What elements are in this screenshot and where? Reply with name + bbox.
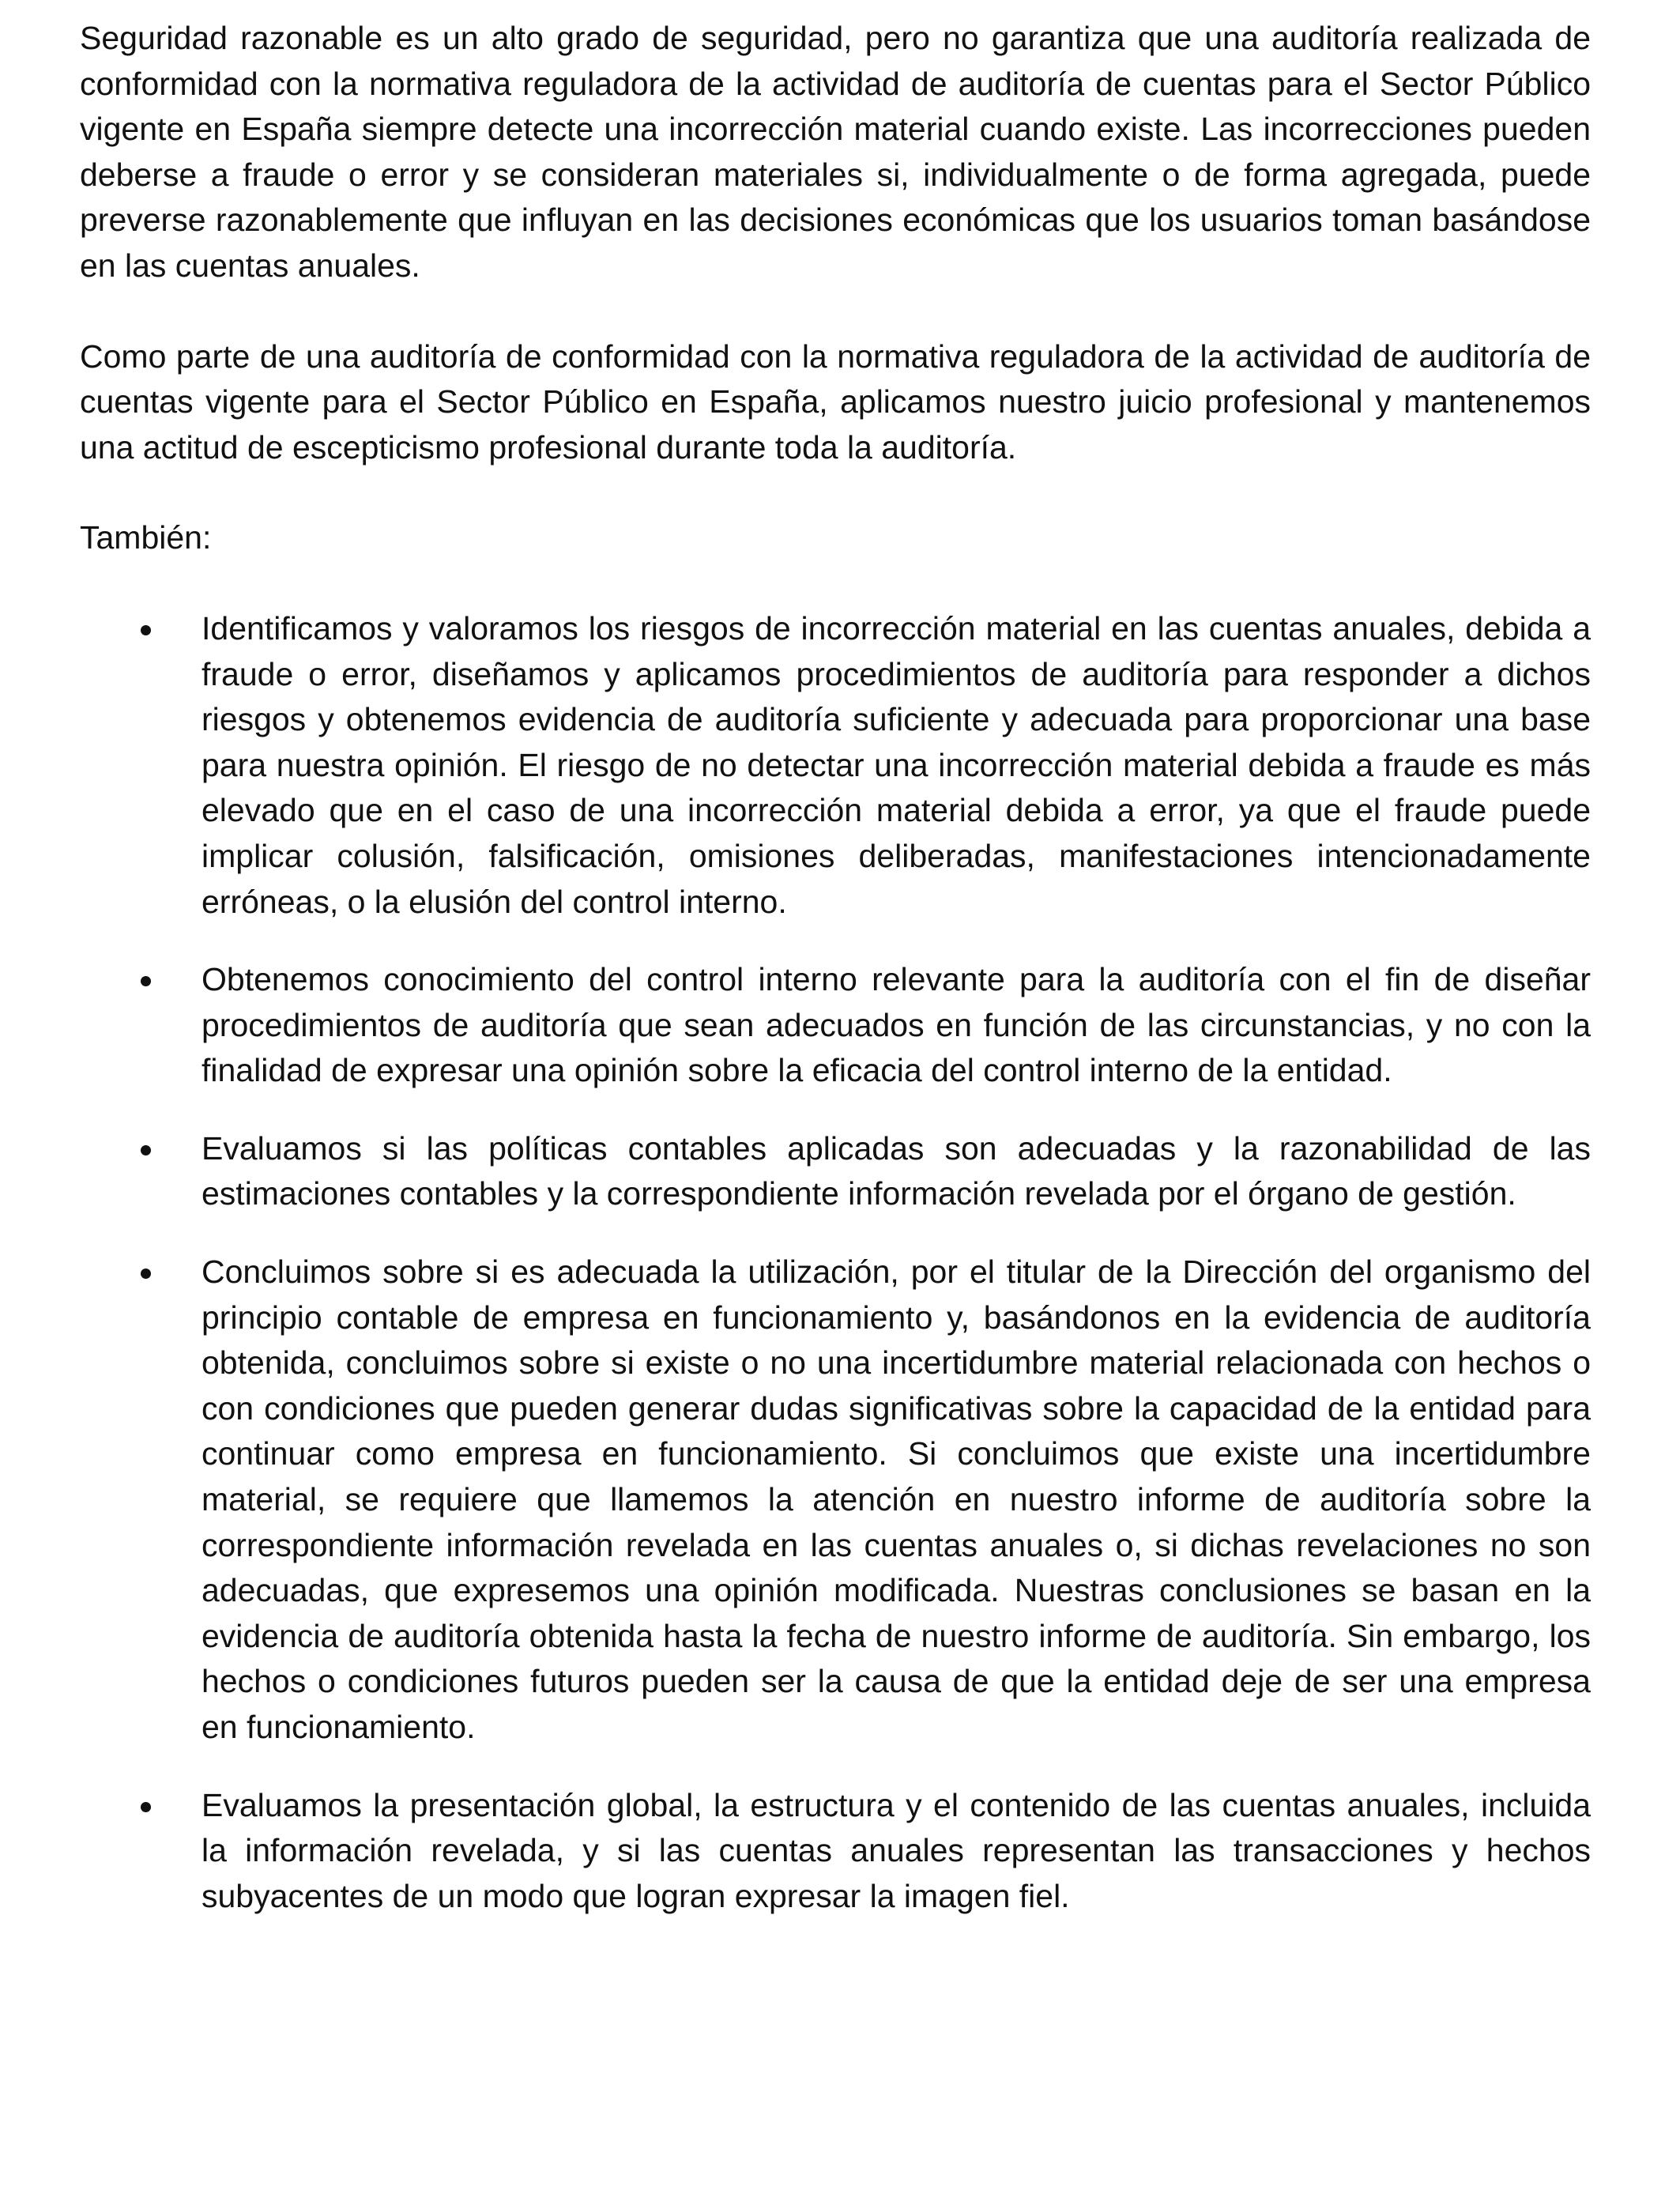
paragraph-professional-judgment: Como parte de una auditoría de conformidad con la normativa reguladora de la actividad de auditoría de cuentas vigente para el Sector Público en España, aplicamos nuestro juicio profesional y mantenemos una actitud de escepticismo profesional durante toda la auditoría.	[80, 337, 1591, 466]
list-item	[80, 606, 1591, 925]
bullet-icon	[141, 976, 151, 986]
list-item-text: Concluimos sobre si es adecuada la utilización, por el titular de la Dirección del organismo del principio contable de empresa en funcionamiento y, basándonos en la evidencia de auditoría obtenida, concluimos sobre si existe o no una incertidumbre material relacionada con hechos o con condiciones que pueden generar dudas significativas sobre la capacidad de la entidad para continuar como empresa en funcionamiento. Si concluimos que existe una incertidumbre material, se requiere que llamemos la atención en nuestro informe de auditoría sobre la correspondiente información revelada en las cuentas anuales o, si dichas revelaciones no son adecuadas, que expresemos una opinión modificada. Nuestras conclusiones se basan en la evidencia de auditoría obtenida hasta la fecha de nuestro informe de auditoría. Sin embargo, los hechos o condiciones futuros pueden ser la causa de que la entidad deje de ser una empresa en funcionamiento.	[202, 1253, 1591, 1745]
bullet-icon	[141, 625, 151, 635]
list-item	[80, 1126, 1591, 1217]
bullet-icon	[141, 1145, 151, 1155]
document-body	[80, 16, 1591, 1951]
list-item	[80, 957, 1591, 1094]
bullet-list	[80, 606, 1591, 1919]
list-item	[80, 1783, 1591, 1920]
list-item	[80, 1250, 1591, 1751]
list-item-text: Obtenemos conocimiento del control interno relevante para la auditoría con el fin de diseñar procedimientos de auditoría que sean adecuados en función de las circunstancias, y no con la finalidad de expresar una opinión sobre la eficacia del control interno de la entidad.	[202, 961, 1591, 1089]
bullet-icon	[141, 1802, 151, 1812]
bullet-icon	[141, 1269, 151, 1279]
also-label: También:	[80, 519, 212, 556]
list-item-text: Evaluamos la presentación global, la estructura y el contenido de las cuentas anuales, incluida la información revelada, y si las cuentas anuales representan las transacciones y hechos subyacentes de un modo que logran expresar la imagen fiel.	[202, 1786, 1591, 1914]
list-item-text: Evaluamos si las políticas contables aplicadas son adecuadas y la razonabilidad de las estimaciones contables y la correspondiente información revelada por el órgano de gestión.	[202, 1129, 1591, 1212]
list-item-text: Identificamos y valoramos los riesgos de incorrección material en las cuentas anuales, debida a fraude o error, diseñamos y aplicamos procedimientos de auditoría para responder a dichos riesgos y obtenemos evidencia de auditoría suficiente y adecuada para proporcionar una base para nuestra opinión. El riesgo de no detectar una incorrección material debida a fraude es más elevado que en el caso de una incorrección material debida a error, ya que el fraude puede implicar colusión, falsificación, omisiones deliberadas, manifestaciones intencionadamente erróneas, o la elusión del control interno.	[202, 609, 1591, 920]
paragraph-reasonable-assurance: Seguridad razonable es un alto grado de seguridad, pero no garantiza que una auditoría realizada de conformidad con la normativa reguladora de la actividad de auditoría de cuentas para el Sector Público vigente en España siempre detecte una incorrección material cuando existe. Las incorrecciones pueden deberse a fraude o error y se consideran materiales si, individualmente o de forma agregada, puede preverse razonablemente que influyan en las decisiones económicas que los usuarios toman basándose en las cuentas anuales.	[80, 20, 1591, 284]
